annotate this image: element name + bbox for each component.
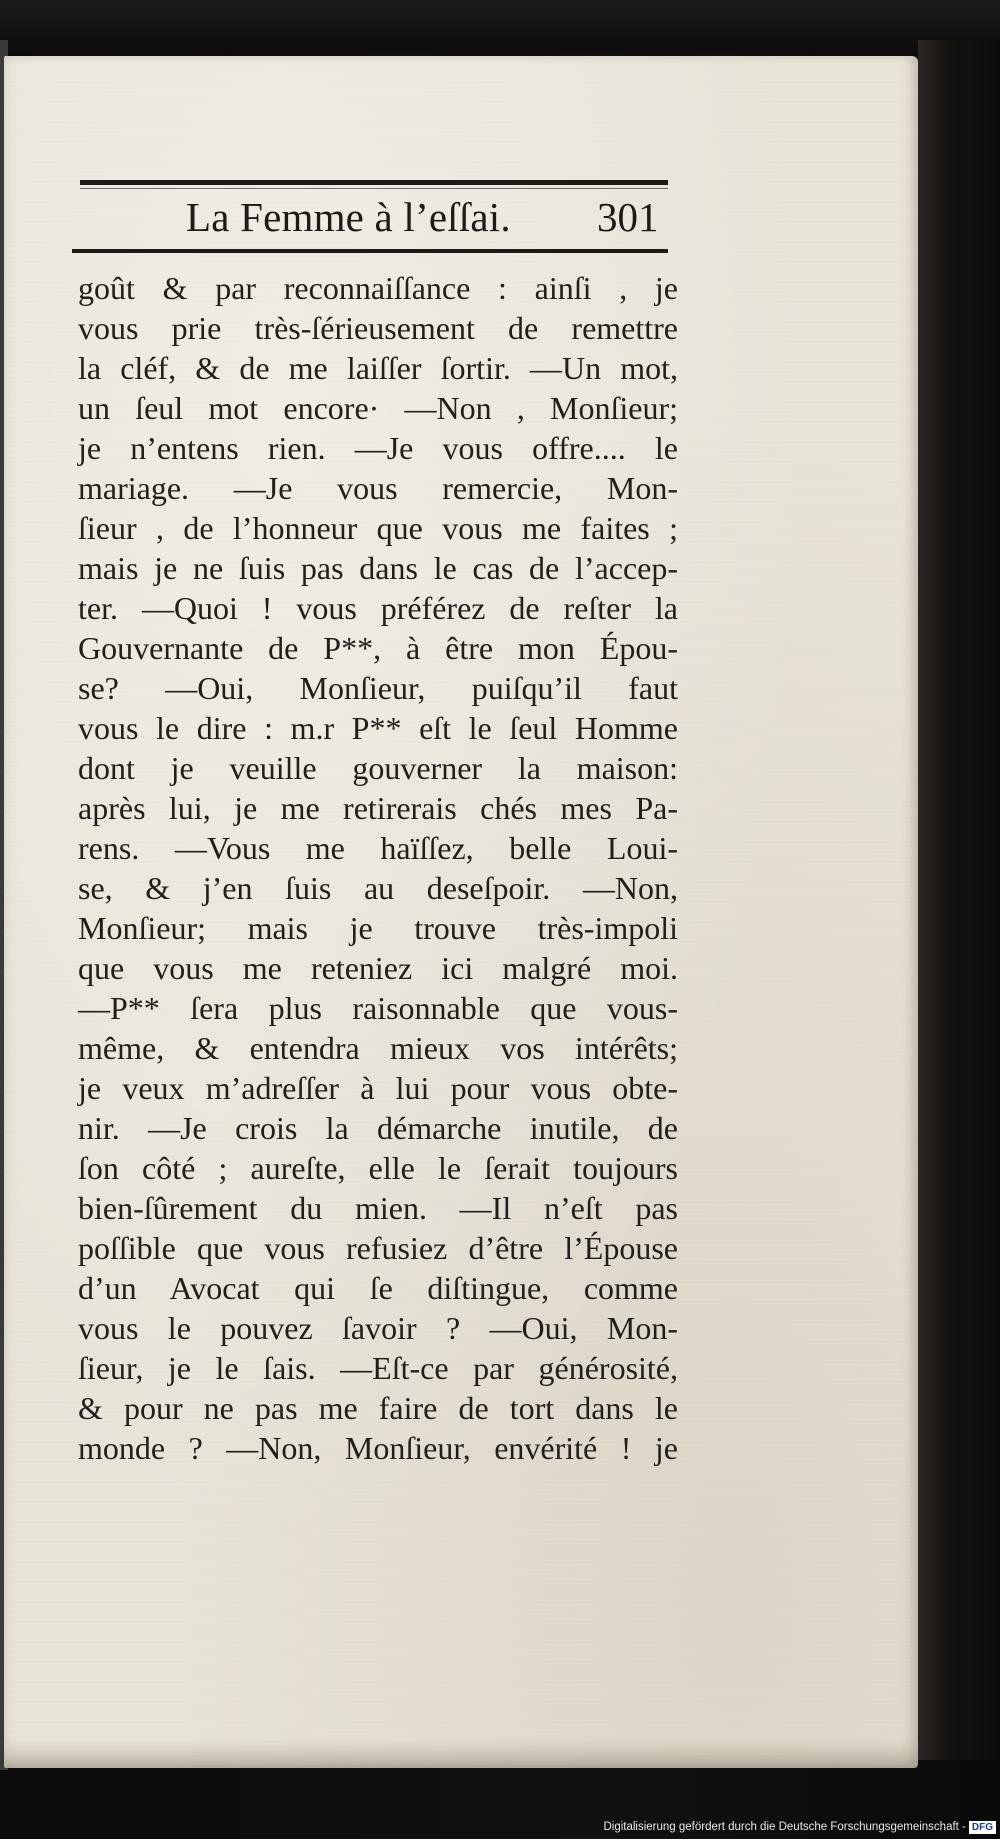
text-line: ſieur, je le ſais. —Eſt-ce par générosité, bbox=[78, 1350, 678, 1386]
text-line: se? —Oui, Monſieur, puiſqu’il faut bbox=[78, 670, 678, 706]
credit-text: Digitalisierung gefördert durch die Deutsche Forschungsgemeinschaft - bbox=[603, 1821, 966, 1833]
text-line: nir. —Je crois la démarche inutile, de bbox=[78, 1110, 678, 1146]
text-line: je n’entens rien. —Je vous offre.... le bbox=[78, 430, 678, 466]
text-line: poſſible que vous refusiez d’être l’Épouse bbox=[78, 1230, 678, 1266]
text-line: monde ? —Non, Monſieur, envérité ! je bbox=[78, 1430, 678, 1466]
text-line: un ſeul mot encore· —Non , Monſieur; bbox=[78, 390, 678, 426]
text-line: après lui, je me retirerais chés mes Pa- bbox=[78, 790, 678, 826]
text-line: ſieur , de l’honneur que vous me faites ; bbox=[78, 510, 678, 546]
text-line: vous prie très-ſérieusement de remettre bbox=[78, 310, 678, 346]
running-title: La Femme à l’eſſai. bbox=[186, 194, 511, 240]
text-line: mariage. —Je vous remercie, Mon- bbox=[78, 470, 678, 506]
page-bottom-shadow bbox=[4, 1738, 918, 1768]
header-rule-bottom bbox=[72, 249, 668, 253]
header-rule-top-thin bbox=[80, 188, 668, 189]
text-line: bien-ſûrement du mien. —Il n’eſt pas bbox=[78, 1190, 678, 1226]
text-line: dont je veuille gouverner la maison: bbox=[78, 750, 678, 786]
text-line: & pour ne pas me faire de tort dans le bbox=[78, 1390, 678, 1426]
page-number: 301 bbox=[597, 194, 659, 240]
text-line: Monſieur; mais je trouve très-impoli bbox=[78, 910, 678, 946]
text-line: vous le pouvez ſavoir ? —Oui, Mon- bbox=[78, 1310, 678, 1346]
text-line: mais je ne ſuis pas dans le cas de l’accep- bbox=[78, 550, 678, 586]
text-line: ter. —Quoi ! vous préférez de reſter la bbox=[78, 590, 678, 626]
text-line: ſon côté ; aureſte, elle le ſerait toujours bbox=[78, 1150, 678, 1186]
text-line: goût & par reconnaiſſance : ainſi , je bbox=[78, 270, 678, 306]
text-line: se, & j’en ſuis au deseſpoir. —Non, bbox=[78, 870, 678, 906]
scanner-top-strip bbox=[0, 0, 1000, 52]
text-line: d’un Avocat qui ſe diſtingue, comme bbox=[78, 1270, 678, 1306]
text-line: —P** ſera plus raisonnable que vous- bbox=[78, 990, 678, 1026]
digitization-credit bbox=[600, 1818, 996, 1836]
text-line: que vous me reteniez ici malgré moi. bbox=[78, 950, 678, 986]
text-line: je veux m’adreſſer à lui pour vous obte- bbox=[78, 1070, 678, 1106]
body-text bbox=[78, 268, 678, 1468]
text-line: rens. —Vous me haïſſez, belle Loui- bbox=[78, 830, 678, 866]
header-rule-top bbox=[80, 180, 668, 185]
text-line: vous le dire : m.r P** eſt le ſeul Homme bbox=[78, 710, 678, 746]
text-line: la cléf, & de me laiſſer ſortir. —Un mot, bbox=[78, 350, 678, 386]
text-line: même, & entendra mieux vos intérêts; bbox=[78, 1030, 678, 1066]
book-spine-edge bbox=[918, 40, 1000, 1760]
dfg-logo: DFG bbox=[969, 1821, 996, 1834]
text-line: Gouvernante de P**, à être mon Épou- bbox=[78, 630, 678, 666]
